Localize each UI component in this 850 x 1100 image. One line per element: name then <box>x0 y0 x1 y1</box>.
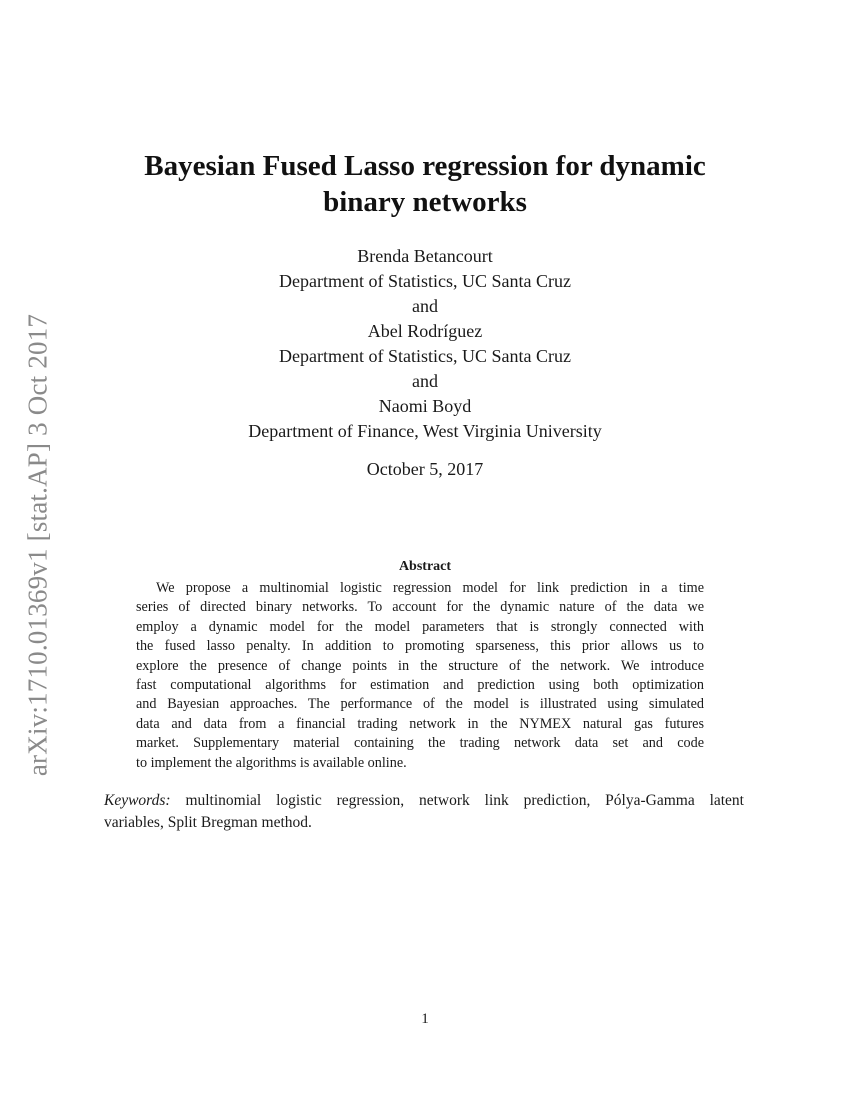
title-line-2: binary networks <box>323 186 527 218</box>
paper-title <box>0 148 850 220</box>
author-name: Naomi Boyd <box>378 396 472 416</box>
author-block <box>0 244 850 444</box>
author-affiliation: Department of Finance, West Virginia University <box>248 421 602 441</box>
keywords-line-1 <box>104 790 744 812</box>
abstract-line: the fused lasso penalty. In addition to promoting sparseness, this prior allows us to <box>136 638 704 655</box>
keywords-block <box>104 790 744 834</box>
abstract-line: to implement the algorithms is available online. <box>136 754 407 771</box>
author-affiliation: Department of Statistics, UC Santa Cruz <box>279 271 571 291</box>
author-name: Abel Rodríguez <box>367 321 483 341</box>
title-line-1: Bayesian Fused Lasso regression for dynamic <box>144 150 706 182</box>
author-separator: and <box>412 371 438 391</box>
abstract-line: employ a dynamic model for the model parameters that is strongly connected with <box>136 618 704 635</box>
keywords-line-2: variables, Split Bregman method. <box>104 814 312 831</box>
keywords-text: multinomial logistic regression, network link prediction, Pólya-Gamma latent <box>170 792 744 809</box>
publication-date: October 5, 2017 <box>366 459 484 479</box>
abstract-line: series of directed binary networks. To account for the dynamic nature of the data we <box>136 599 704 616</box>
keywords-label: Keywords: <box>104 792 171 809</box>
author-affiliation: Department of Statistics, UC Santa Cruz <box>279 346 571 366</box>
abstract-line: explore the presence of change points in the structure of the network. We introduce <box>136 657 704 674</box>
abstract-line: fast computational algorithms for estimation and prediction using both optimization <box>136 676 704 693</box>
author-separator: and <box>412 296 438 316</box>
arxiv-identifier-stamp: arXiv:1710.01369v1 [stat.AP] 3 Oct 2017 <box>22 313 53 777</box>
abstract-heading: Abstract <box>398 559 452 574</box>
abstract-line: market. Supplementary material containing the trading network data set and code <box>136 735 704 752</box>
abstract-body <box>136 579 704 773</box>
abstract-line: and Bayesian approaches. The performance of the model is illustrated using simulated <box>136 696 704 713</box>
abstract-line: We propose a multinomial logistic regression model for link prediction in a time <box>156 580 704 596</box>
abstract-line: data and data from a financial trading network in the NYMEX natural gas futures <box>136 715 704 732</box>
page-number: 1 <box>421 1011 429 1027</box>
author-name: Brenda Betancourt <box>357 246 493 266</box>
